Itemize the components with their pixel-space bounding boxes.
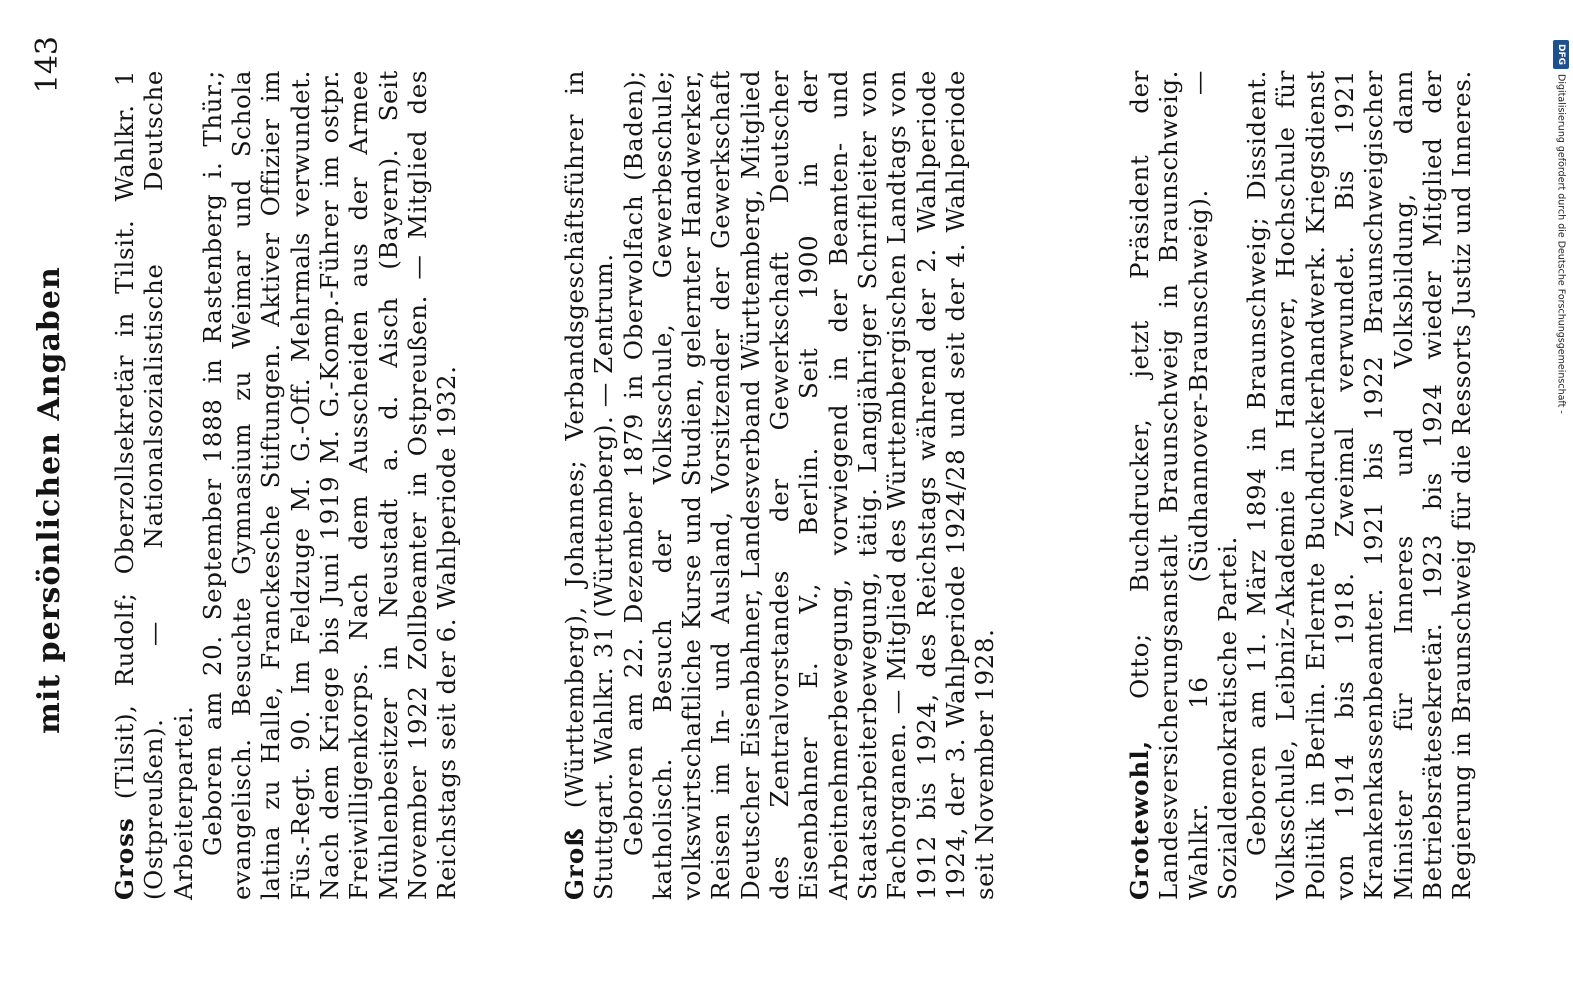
entry-name: Gross [110, 817, 139, 900]
entry-summary-text: (Tilsit), Rudolf; Oberzollsekretär in Tilsit. Wahlkr. 1 (Ostpreußen). — Nationalsozialistische Deutsche Arbeiterpartei. [110, 70, 198, 900]
credit-rotated [1553, 40, 1570, 860]
entry-summary [560, 70, 619, 900]
biography-entry [110, 70, 462, 900]
biography-entry [1125, 70, 1477, 900]
entry-summary-text: (Württemberg), Johannes; Verbandsgeschäftsführer in Stuttgart. Wahlkr. 31 (Württemberg). — Zentrum. [560, 70, 619, 900]
dfg-logo: DFG [1553, 40, 1569, 69]
entry-details: Geboren am 20. September 1888 in Rastenberg i. Thür.; evangelisch. Besuchte Gymnasium zu Weimar und Schola latina zu Halle, Franckesche Stiftungen. Aktiver Offizier im Füs.-Regt. 90. Im Feldzuge M. G.-Off. Mehrmals verwundet. Nach dem Kriege bis Juni 1919 M. G.-Komp.-Führer im ostpr. Freiwilligenkorps. Nach dem Ausscheiden aus der Armee Mühlenbesitzer in Neustadt a. d. Aisch (Bayern). Seit November 1922 Zollbeamter in Ostpreußen. — Mitglied des Reichstags seit der 6. Wahlperiode 1932. [197, 70, 462, 900]
running-title: mit persönlichen Angaben [32, 266, 67, 734]
digitization-credit [1551, 40, 1569, 860]
entry-name: Grotewohl, [1125, 739, 1154, 900]
page-header [32, 36, 92, 964]
credit-text: Digitalisierung gefördert durch die Deutsche Forschungsgemeinschaft - [1555, 74, 1567, 414]
entry-details: Geboren am 22. Dezember 1879 in Oberwolfach (Baden); katholisch. Besuch der Volksschule, Gewerbeschule; volkswirtschaftliche Kurse und Studien, gelernter Handwerker, Reisen im In- und Ausland, Vorsitzender der Gewerkschaft Deutscher Eisenbahner, Landesverband Württemberg, Mitglied des Zentralvorstandes der Gewerkschaft Deutscher Eisenbahner E. V., Berlin. Seit 1900 in der Arbeitnehmerbewegung, vorwiegend in der Beamten- und Staatsarbeiterbewegung, tätig. Langjähriger Schriftleiter von Fachorganen. — Mitglied des Württembergischen Landtags von 1912 bis 1924, des Reichstags während der 2. Wahlperiode 1924, der 3. Wahlperiode 1924/28 und seit der 4. Wahlperiode seit November 1928. [618, 70, 1000, 900]
page-number: 143 [30, 36, 65, 94]
entry-summary [110, 70, 198, 900]
entry-summary [1125, 70, 1242, 900]
entry-summary-text: Otto; Buchdrucker, jetzt Präsident der Landesversicherungsanstalt Braunschweig in Braunschweig. Wahlkr. 16 (Südhannover-Braunschweig). — Sozialdemokratische Partei. [1125, 70, 1242, 900]
biography-entry [560, 70, 999, 900]
entry-name: Groß [560, 827, 589, 900]
entry-details: Geboren am 11. März 1894 in Braunschweig; Dissident. Volksschule, Leibniz-Akademie in Hannover, Hochschule für Politik in Berlin. Erlernte Buchdruckerhandwerk. Kriegsdienst von 1914 bis 1918. Zweimal verwundet. Bis 1921 Krankenkassenbeamter. 1921 bis 1922 Braunschweigischer Minister für Inneres und Volksbildung, dann Betriebsrätesekretär. 1923 bis 1924 wieder Mitglied der Regierung in Braunschweig für die Ressorts Justiz und Inneres. [1242, 70, 1477, 900]
